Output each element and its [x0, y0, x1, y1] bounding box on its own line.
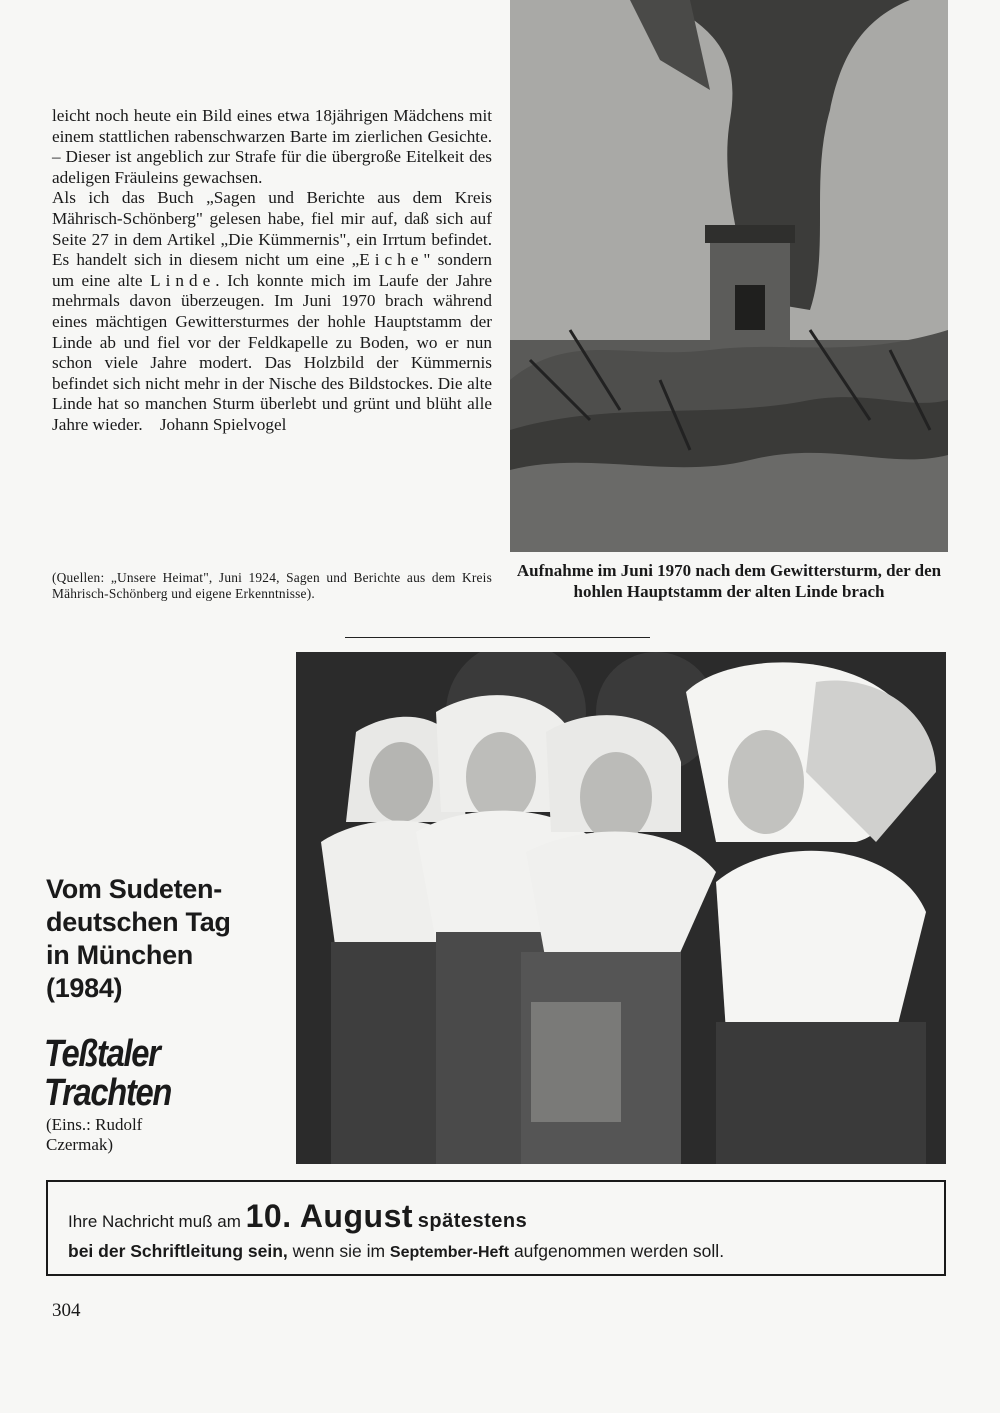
photo-title-line-1: Teßtaler — [44, 1033, 160, 1075]
notice-text-2: spätestens — [417, 1210, 528, 1232]
article-paragraph-2-part-c: . Ich konnte mich im Laufe der Jahre mehrmals davon überzeugen. Im Juni 1970 brach während eines mächtigen Gewittersturmes der hohle Hauptstamm der Linde ab und fiel vor der Feldkapelle zu Boden, wo er nun schon viele Jahre modert. Das Holzbild der Kümmernis befindet sich nicht mehr in der Nische des Bildstockes. Die alte Linde hat so manchen Sturm überlebt und grünt und blüht alle Jahre wieder. — [52, 270, 492, 434]
headline-line-3: in München — [46, 940, 193, 970]
deadline-notice-line-1 — [68, 1198, 527, 1235]
headline-line-1: Vom Sudeten- — [46, 874, 222, 904]
headline-line-2: deutschen Tag — [46, 907, 231, 937]
headline-line-4: (1984) — [46, 973, 123, 1003]
notice-text-4: wenn sie im — [292, 1241, 386, 1261]
article-text — [52, 106, 492, 436]
photo-title — [44, 1035, 259, 1113]
word-eiche: Eiche — [359, 250, 424, 270]
photo-credit-line-2: Czermak) — [46, 1135, 114, 1154]
notice-issue: September-Heft — [389, 1244, 510, 1261]
article-paragraph-2-part-a: Als ich das Buch „Sagen und Berichte aus dem Kreis Mährisch-Schönberg" gelesen habe, fiel mir auf, daß sich auf Seite 27 in dem Artikel „Die Kümmernis", ein Irrtum befindet. Es handelt sich in diesem nicht um eine „ — [52, 188, 492, 270]
photo-credit — [46, 1115, 286, 1155]
photo-title-line-2: Trachten — [44, 1072, 172, 1114]
tree-photo-caption: Aufnahme im Juni 1970 nach dem Gewittersturm, der den hohlen Hauptstamm der alten Linde brach — [516, 561, 942, 601]
deadline-notice — [46, 1180, 946, 1276]
group-photo-image — [296, 652, 946, 1164]
article-author: Johann Spielvogel — [159, 414, 287, 434]
article-sources: (Quellen: „Unsere Heimat", Juni 1924, Sagen und Berichte aus dem Kreis Mährisch-Schönberg und eigene Erkenntnisse). — [52, 570, 492, 601]
photo-credit-line-1: (Eins.: Rudolf — [46, 1115, 143, 1134]
headline — [46, 873, 286, 1005]
section-divider — [345, 637, 650, 638]
article-paragraph-2 — [52, 188, 492, 435]
group-photo — [296, 652, 946, 1164]
page-number: 304 — [52, 1300, 81, 1321]
notice-date: 10. August — [245, 1198, 414, 1234]
notice-text-3: bei der Schriftleitung sein, — [68, 1241, 288, 1261]
article-paragraph-1: leicht noch heute ein Bild eines etwa 18jährigen Mädchens mit einem stattlichen rabenschwarzen Barte im zierlichen Gesichte. – Dieser ist angeblich zur Strafe für die übergroße Eitelkeit des adeligen Fräuleins gewachsen. — [52, 106, 492, 187]
word-linde: Linde — [150, 270, 216, 290]
notice-text-1: Ihre Nachricht muß am — [68, 1212, 241, 1231]
deadline-notice-line-2 — [68, 1241, 724, 1262]
tree-photo-image — [510, 0, 948, 552]
article-paragraph-2-part-b: " sondern um eine alte — [52, 250, 492, 290]
notice-text-5: aufgenommen werden soll. — [513, 1241, 725, 1261]
tree-photo — [510, 0, 948, 552]
